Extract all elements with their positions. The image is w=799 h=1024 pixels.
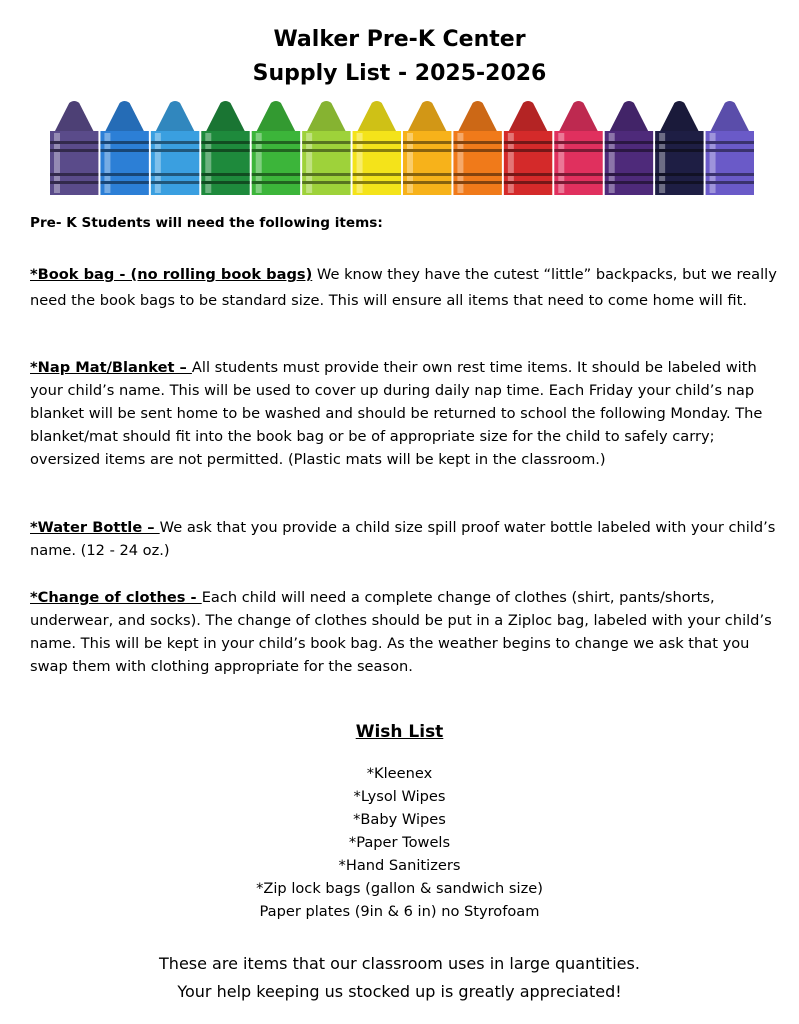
page-title: Walker Pre-K Center [273,27,526,52]
item-text: All students must provide their own rest time items. It should be labeled with your child’s name. This will be used to cover up during daily nap time. Each Friday your child’s nap blanket will be sent home to be washed and should be returned to school the following Monday. The blanket/mat should fit into the book bag or be of appropriate size for the child to safely carry; oversized items are not permitted. (Plastic mats will be kept in the classroom.) [30,359,763,468]
crayon [504,101,552,195]
crayon-banner [49,97,755,195]
wish-list-title: Wish List [355,722,444,742]
wish-list-item: *Baby Wipes [353,811,446,828]
item-nap-mat [30,356,780,471]
wish-list-item: *Paper Towels [348,834,451,851]
crayon [403,101,451,195]
item-change-of-clothes [30,586,780,678]
crayon [50,101,98,195]
item-water-bottle [30,516,780,562]
item-text: We know they have the cutest “little” backpacks, but we really need the book bags to be standard size. This will ensure all items that need to come home will fit. [30,266,777,309]
item-text: We ask that you provide a child size spill proof water bottle labeled with your child’s name. (12 - 24 oz.) [30,519,776,559]
wish-list-item: *Kleenex [366,765,433,782]
crayon [302,101,350,195]
intro-text: Pre- K Students will need the following items: [30,215,383,231]
item-heading: *Water Bottle – [30,519,160,536]
wish-list-item: Paper plates (9in & 6 in) no Styrofoam [259,903,540,920]
crayon [655,101,703,195]
page-subtitle: Supply List - 2025-2026 [252,61,547,86]
item-text: Each child will need a complete change of clothes (shirt, pants/shorts, underwear, and socks). The change of clothes should be put in a Ziploc bag, labeled with your child’s name. This will be kept in your child’s book bag. As the weather begins to change we ask that you swap them with clothing appropriate for the season. [30,589,772,675]
crayon [151,101,199,195]
crayon [100,101,148,195]
wish-list-item: *Lysol Wipes [353,788,446,805]
crayon [706,101,754,195]
closing-line-2: Your help keeping us stocked up is greatly appreciated! [177,982,622,1001]
crayon [605,101,653,195]
item-heading: *Change of clothes - [30,589,202,606]
crayon [201,101,249,195]
crayon [554,101,602,195]
crayon [252,101,300,195]
item-book-bag [30,262,780,314]
crayon [453,101,501,195]
item-heading: *Nap Mat/Blanket – [30,359,192,376]
wish-list-item: *Zip lock bags (gallon & sandwich size) [256,880,543,897]
item-heading: *Book bag - (no rolling book bags) [30,266,313,283]
closing-line-1: These are items that our classroom uses in large quantities. [159,954,640,973]
closing-note [0,950,799,1006]
crayon [353,101,401,195]
supply-content [30,210,780,675]
wish-list [0,762,799,923]
wish-list-item: *Hand Sanitizers [338,857,461,874]
